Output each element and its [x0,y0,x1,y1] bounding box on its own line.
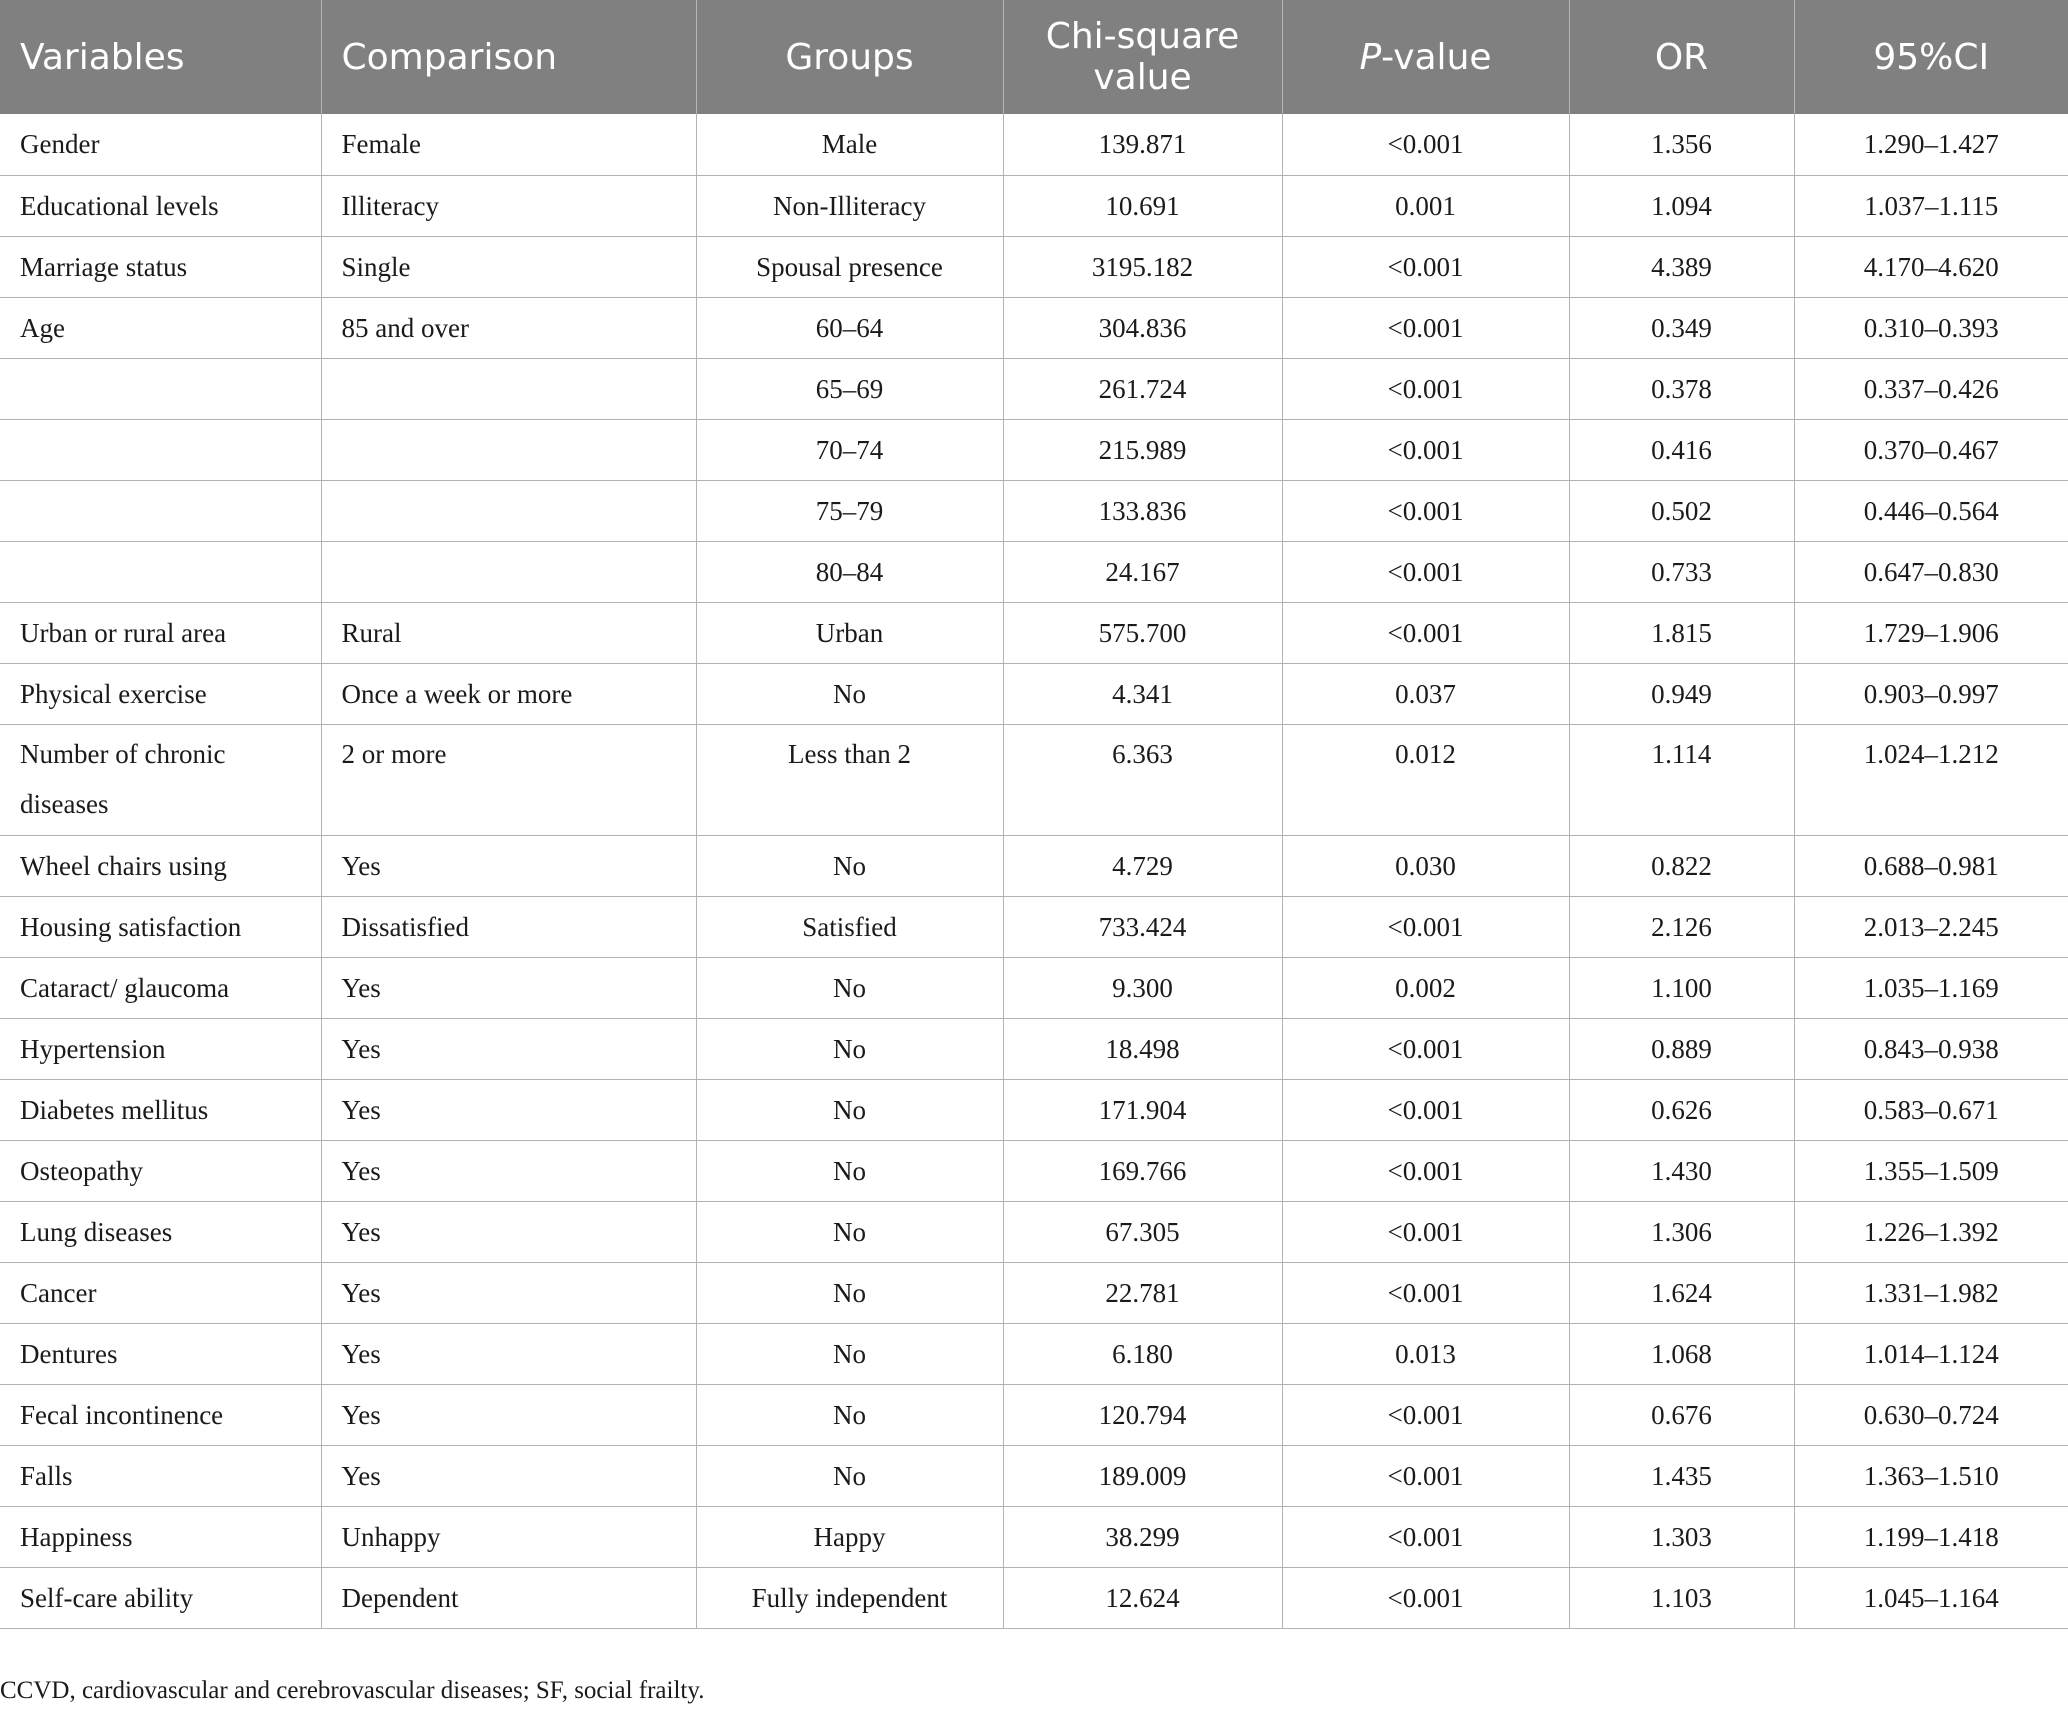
chi-square-cell: 120.794 [1003,1384,1282,1445]
group-cell: No [696,835,1003,896]
chi-square-cell: 24.167 [1003,541,1282,602]
variable-cell: Gender [0,114,321,175]
chi-square-cell: 4.729 [1003,835,1282,896]
group-cell: 70–74 [696,419,1003,480]
header-or: OR [1569,0,1794,114]
or-cell: 1.356 [1569,114,1794,175]
p-value-cell: 0.002 [1282,957,1569,1018]
header-groups: Groups [696,0,1003,114]
variable-cell: Educational levels [0,175,321,236]
or-cell: 2.126 [1569,896,1794,957]
table-body [0,114,2068,1628]
or-cell: 0.626 [1569,1079,1794,1140]
comparison-cell: Yes [321,957,696,1018]
comparison-cell: Once a week or more [321,663,696,724]
variable-cell: Fecal incontinence [0,1384,321,1445]
header-chi-square: Chi-square value [1003,0,1282,114]
p-value-cell: 0.030 [1282,835,1569,896]
ci-cell: 1.024–1.212 [1794,724,2068,835]
variable-cell: Age [0,297,321,358]
chi-square-cell: 139.871 [1003,114,1282,175]
chi-square-cell: 22.781 [1003,1262,1282,1323]
variable-cell: Cataract/ glaucoma [0,957,321,1018]
table-row [0,297,2068,358]
table-row [0,1018,2068,1079]
chi-square-cell: 67.305 [1003,1201,1282,1262]
variable-cell: Dentures [0,1323,321,1384]
or-cell: 1.303 [1569,1506,1794,1567]
or-cell: 1.068 [1569,1323,1794,1384]
variable-cell: Physical exercise [0,663,321,724]
group-cell: No [696,1445,1003,1506]
ci-cell: 0.370–0.467 [1794,419,2068,480]
group-cell: No [696,957,1003,1018]
or-cell: 1.094 [1569,175,1794,236]
header-p-rest: -value [1381,36,1492,78]
variable-cell: Urban or rural area [0,602,321,663]
or-cell: 0.822 [1569,835,1794,896]
table-row [0,1384,2068,1445]
comparison-cell: Yes [321,1140,696,1201]
p-value-cell: <0.001 [1282,1079,1569,1140]
ci-cell: 1.290–1.427 [1794,114,2068,175]
variable-cell [0,358,321,419]
chi-square-cell: 12.624 [1003,1567,1282,1628]
ci-cell: 1.014–1.124 [1794,1323,2068,1384]
header-row [0,0,2068,114]
table-row [0,602,2068,663]
comparison-cell: Yes [321,1384,696,1445]
table-footnote: CCVD, cardiovascular and cerebrovascular diseases; SF, social frailty. [0,1677,705,1704]
variable-cell: Hypertension [0,1018,321,1079]
chi-square-cell: 4.341 [1003,663,1282,724]
comparison-cell: Yes [321,835,696,896]
variable-cell: Osteopathy [0,1140,321,1201]
group-cell: Less than 2 [696,724,1003,835]
p-value-cell: <0.001 [1282,1018,1569,1079]
table-row [0,1140,2068,1201]
table-row [0,480,2068,541]
chi-square-cell: 9.300 [1003,957,1282,1018]
or-cell: 0.889 [1569,1018,1794,1079]
variable-cell: Number of chronic diseases [0,724,321,835]
chi-square-cell: 38.299 [1003,1506,1282,1567]
or-cell: 1.624 [1569,1262,1794,1323]
ci-cell: 1.045–1.164 [1794,1567,2068,1628]
p-value-cell: <0.001 [1282,114,1569,175]
p-value-cell: <0.001 [1282,1384,1569,1445]
group-cell: No [696,1079,1003,1140]
table-row [0,419,2068,480]
ci-cell: 1.035–1.169 [1794,957,2068,1018]
ci-cell: 0.630–0.724 [1794,1384,2068,1445]
variable-cell: Housing satisfaction [0,896,321,957]
table-row [0,896,2068,957]
or-cell: 1.306 [1569,1201,1794,1262]
comparison-cell: Unhappy [321,1506,696,1567]
variable-cell: Wheel chairs using [0,835,321,896]
ci-cell: 0.843–0.938 [1794,1018,2068,1079]
table-row [0,1262,2068,1323]
group-cell: No [696,1384,1003,1445]
chi-square-cell: 133.836 [1003,480,1282,541]
comparison-cell [321,541,696,602]
variable-cell: Diabetes mellitus [0,1079,321,1140]
comparison-cell: Female [321,114,696,175]
or-cell: 1.103 [1569,1567,1794,1628]
comparison-cell: Yes [321,1201,696,1262]
group-cell: No [696,1323,1003,1384]
comparison-cell: Dependent [321,1567,696,1628]
comparison-cell [321,480,696,541]
group-cell: No [696,1262,1003,1323]
p-value-cell: <0.001 [1282,480,1569,541]
or-cell: 1.435 [1569,1445,1794,1506]
ci-cell: 0.583–0.671 [1794,1079,2068,1140]
p-value-cell: <0.001 [1282,1201,1569,1262]
p-value-cell: <0.001 [1282,1506,1569,1567]
group-cell: 60–64 [696,297,1003,358]
table-row [0,724,2068,835]
ci-cell: 0.647–0.830 [1794,541,2068,602]
ci-cell: 0.688–0.981 [1794,835,2068,896]
group-cell: No [696,1201,1003,1262]
comparison-cell: 2 or more [321,724,696,835]
comparison-cell: Single [321,236,696,297]
table-row [0,1506,2068,1567]
ci-cell: 0.337–0.426 [1794,358,2068,419]
comparison-cell [321,358,696,419]
variable-cell [0,480,321,541]
p-value-cell: 0.001 [1282,175,1569,236]
group-cell: Urban [696,602,1003,663]
chi-square-cell: 189.009 [1003,1445,1282,1506]
table-row [0,663,2068,724]
table-row [0,236,2068,297]
variable-cell: Cancer [0,1262,321,1323]
variable-cell: Marriage status [0,236,321,297]
group-cell: Happy [696,1506,1003,1567]
or-cell: 1.815 [1569,602,1794,663]
table-row [0,1201,2068,1262]
table-row [0,1079,2068,1140]
p-value-cell: <0.001 [1282,297,1569,358]
chi-square-cell: 575.700 [1003,602,1282,663]
p-value-cell: 0.013 [1282,1323,1569,1384]
p-value-cell: <0.001 [1282,419,1569,480]
or-cell: 0.416 [1569,419,1794,480]
comparison-cell [321,419,696,480]
header-p-value [1282,0,1569,114]
table-row [0,1567,2068,1628]
chi-square-cell: 733.424 [1003,896,1282,957]
ci-cell: 1.729–1.906 [1794,602,2068,663]
p-value-cell: 0.037 [1282,663,1569,724]
comparison-cell: Dissatisfied [321,896,696,957]
variable-cell: Self-care ability [0,1567,321,1628]
variable-cell: Lung diseases [0,1201,321,1262]
ci-cell: 0.903–0.997 [1794,663,2068,724]
comparison-cell: Yes [321,1018,696,1079]
or-cell: 0.502 [1569,480,1794,541]
group-cell: Male [696,114,1003,175]
ci-cell: 1.037–1.115 [1794,175,2068,236]
or-cell: 0.676 [1569,1384,1794,1445]
group-cell: Fully independent [696,1567,1003,1628]
comparison-cell: Yes [321,1445,696,1506]
or-cell: 0.949 [1569,663,1794,724]
chi-square-cell: 304.836 [1003,297,1282,358]
header-ci: 95%CI [1794,0,2068,114]
comparison-cell: Yes [321,1079,696,1140]
group-cell: No [696,1140,1003,1201]
or-cell: 0.733 [1569,541,1794,602]
table-row [0,1445,2068,1506]
ci-cell: 4.170–4.620 [1794,236,2068,297]
comparison-cell: 85 and over [321,297,696,358]
table-row [0,1323,2068,1384]
ci-cell: 1.355–1.509 [1794,1140,2068,1201]
comparison-cell: Yes [321,1262,696,1323]
table-row [0,358,2068,419]
group-cell: Non-Illiteracy [696,175,1003,236]
comparison-cell: Yes [321,1323,696,1384]
ci-cell: 0.310–0.393 [1794,297,2068,358]
chi-square-cell: 171.904 [1003,1079,1282,1140]
or-cell: 1.100 [1569,957,1794,1018]
table-row [0,541,2068,602]
ci-cell: 1.363–1.510 [1794,1445,2068,1506]
variable-cell: Happiness [0,1506,321,1567]
ci-cell: 2.013–2.245 [1794,896,2068,957]
table-row [0,835,2068,896]
variable-cell [0,419,321,480]
p-value-cell: <0.001 [1282,358,1569,419]
or-cell: 0.378 [1569,358,1794,419]
chi-square-cell: 6.180 [1003,1323,1282,1384]
chi-square-cell: 261.724 [1003,358,1282,419]
p-value-cell: <0.001 [1282,1262,1569,1323]
header-comparison: Comparison [321,0,696,114]
table-row [0,957,2068,1018]
ci-cell: 1.331–1.982 [1794,1262,2068,1323]
p-value-cell: <0.001 [1282,602,1569,663]
p-value-cell: <0.001 [1282,1140,1569,1201]
table-row [0,114,2068,175]
ci-cell: 1.199–1.418 [1794,1506,2068,1567]
chi-square-cell: 3195.182 [1003,236,1282,297]
p-value-cell: <0.001 [1282,541,1569,602]
chi-square-cell: 169.766 [1003,1140,1282,1201]
group-cell: 75–79 [696,480,1003,541]
comparison-cell: Illiteracy [321,175,696,236]
p-value-cell: <0.001 [1282,1445,1569,1506]
or-cell: 1.114 [1569,724,1794,835]
ci-cell: 0.446–0.564 [1794,480,2068,541]
p-value-cell: <0.001 [1282,1567,1569,1628]
group-cell: No [696,663,1003,724]
table-row [0,175,2068,236]
header-p-italic: P [1359,36,1382,78]
p-value-cell: <0.001 [1282,236,1569,297]
header-variables: Variables [0,0,321,114]
ci-cell: 1.226–1.392 [1794,1201,2068,1262]
comparison-cell: Rural [321,602,696,663]
group-cell: 65–69 [696,358,1003,419]
group-cell: Spousal presence [696,236,1003,297]
chi-square-cell: 215.989 [1003,419,1282,480]
table-header [0,0,2068,114]
chi-square-cell: 10.691 [1003,175,1282,236]
p-value-cell: <0.001 [1282,896,1569,957]
group-cell: 80–84 [696,541,1003,602]
variable-cell [0,541,321,602]
or-cell: 4.389 [1569,236,1794,297]
or-cell: 1.430 [1569,1140,1794,1201]
group-cell: Satisfied [696,896,1003,957]
group-cell: No [696,1018,1003,1079]
chi-square-cell: 6.363 [1003,724,1282,835]
or-cell: 0.349 [1569,297,1794,358]
chi-square-cell: 18.498 [1003,1018,1282,1079]
p-value-cell: 0.012 [1282,724,1569,835]
variable-cell: Falls [0,1445,321,1506]
